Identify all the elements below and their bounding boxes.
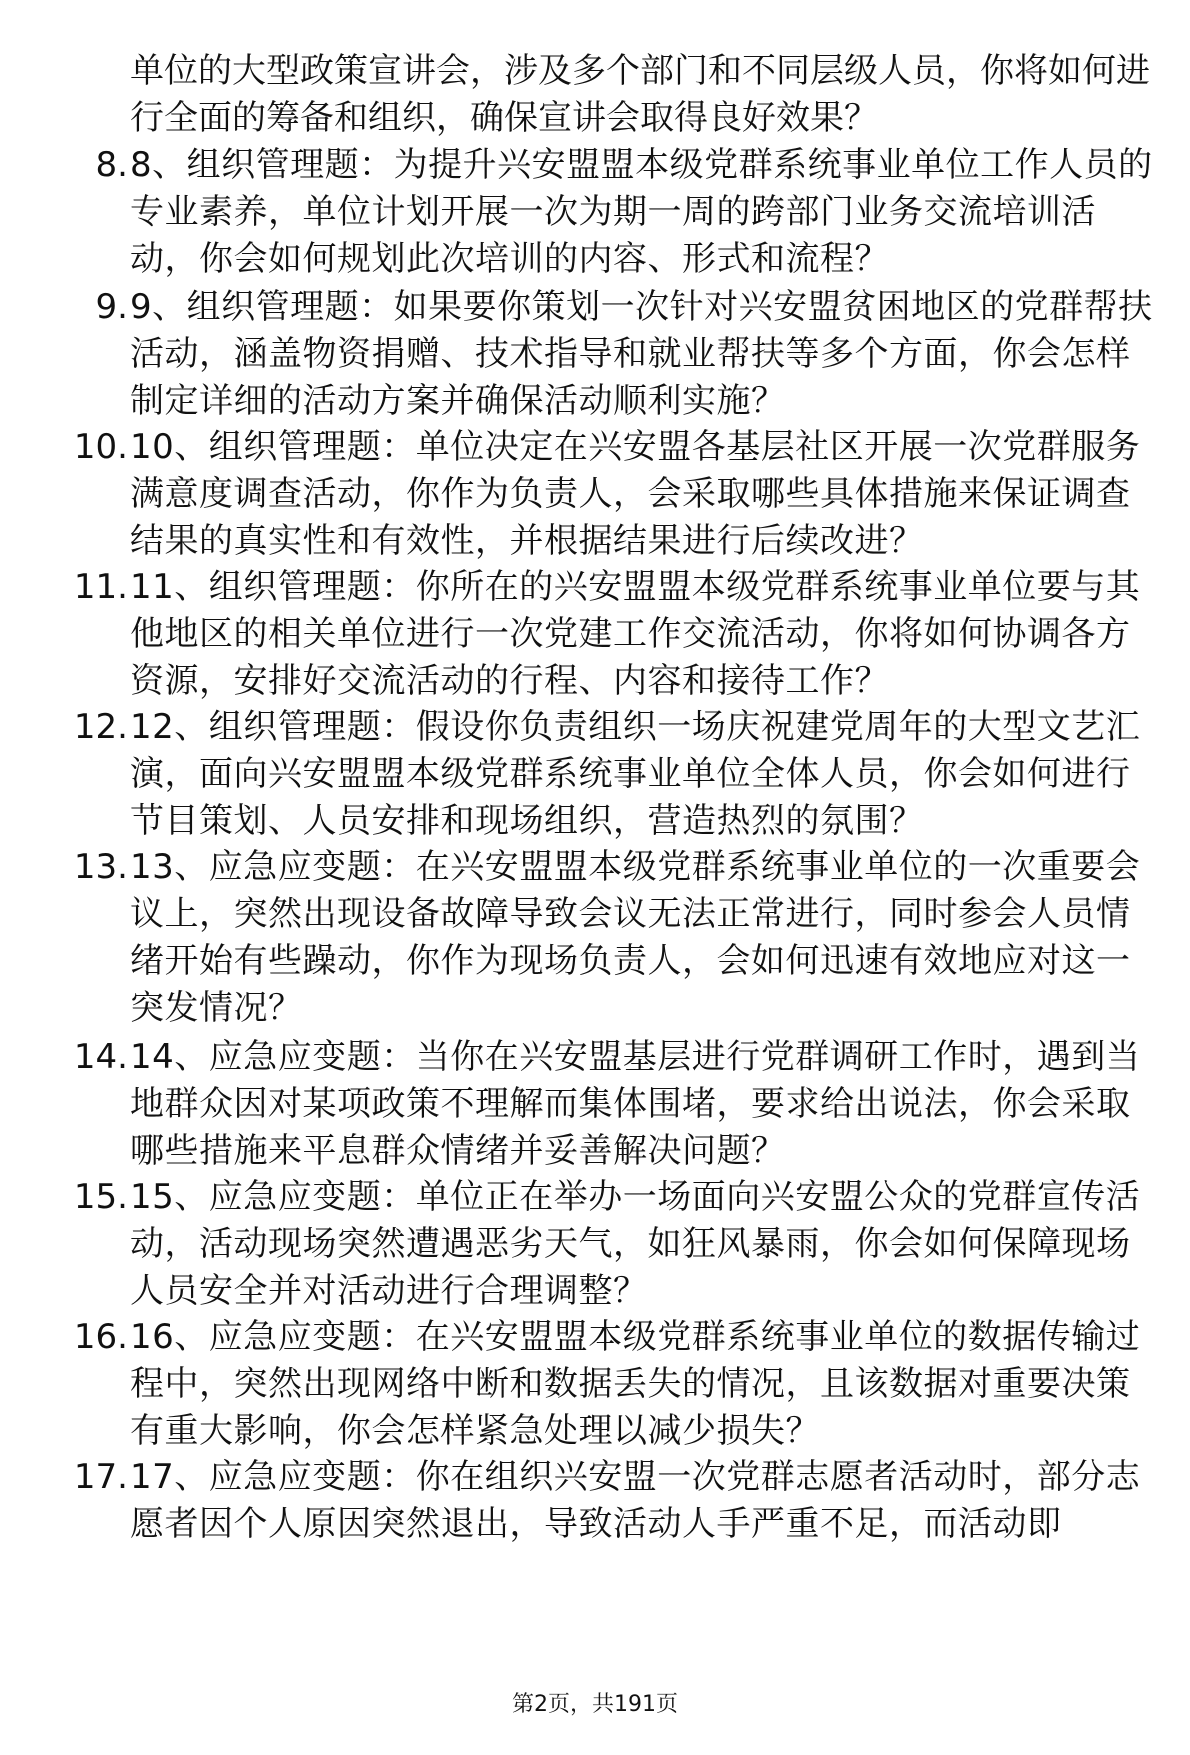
- question-text: 13、应急应变题：在兴安盟盟本级党群系统事业单位的一次重要会议上，突然出现设备故障导致会议无法正常进行，同时参会人员情绪开始有些躁动，你作为现场负责人，会如何迅速有效地应对这一突发情况？: [130, 847, 1141, 1028]
- list-number: 15.: [73, 1177, 128, 1217]
- question-text: 9、组织管理题：如果要你策划一次针对兴安盟贫困地区的党群帮扶活动，涵盖物资捐赠、技术指导和就业帮扶等多个方面，你会怎样制定详细的活动方案并确保活动顺利实施？: [130, 287, 1153, 421]
- list-number: 10.: [73, 427, 128, 467]
- list-number: 13.: [73, 847, 128, 887]
- list-number: 12.: [73, 707, 128, 747]
- question-text: 10、组织管理题：单位决定在兴安盟各基层社区开展一次党群服务满意度调查活动，你作为负责人，会采取哪些具体措施来保证调查结果的真实性和有效性，并根据结果进行后续改进？: [130, 427, 1141, 561]
- question-text: 17、应急应变题：你在组织兴安盟一次党群志愿者活动时，部分志愿者因个人原因突然退出，导致活动人手严重不足，而活动即: [130, 1457, 1141, 1544]
- question-text: 12、组织管理题：假设你负责组织一场庆祝建党周年的大型文艺汇演，面向兴安盟盟本级党群系统事业单位全体人员，你会如何进行节目策划、人员安排和现场组织，营造热烈的氛围？: [130, 707, 1141, 841]
- list-number: 8.: [95, 145, 128, 185]
- question-text: 14、应急应变题：当你在兴安盟基层进行党群调研工作时，遇到当地群众因对某项政策不理解而集体围堵，要求给出说法，你会采取哪些措施来平息群众情绪并妥善解决问题？: [130, 1037, 1141, 1171]
- list-number: 14.: [73, 1037, 128, 1077]
- list-number: 16.: [73, 1317, 128, 1357]
- question-text: 11、组织管理题：你所在的兴安盟盟本级党群系统事业单位要与其他地区的相关单位进行一次党建工作交流活动，你将如何协调各方资源，安排好交流活动的行程、内容和接待工作？: [130, 567, 1141, 701]
- question-text: 8、组织管理题：为提升兴安盟盟本级党群系统事业单位工作人员的专业素养，单位计划开展一次为期一周的跨部门业务交流培训活动，你会如何规划此次培训的内容、形式和流程？: [130, 145, 1153, 279]
- question-text: 15、应急应变题：单位正在举办一场面向兴安盟公众的党群宣传活动，活动现场突然遭遇恶劣天气，如狂风暴雨，你会如何保障现场人员安全并对活动进行合理调整？: [130, 1177, 1141, 1311]
- list-number: 17.: [73, 1457, 128, 1497]
- page-footer: 第2页，共191页: [512, 1692, 678, 1717]
- question-text: 16、应急应变题：在兴安盟盟本级党群系统事业单位的数据传输过程中，突然出现网络中断和数据丢失的情况，且该数据对重要决策有重大影响，你会怎样紧急处理以减少损失？: [130, 1317, 1141, 1451]
- list-number: 11.: [73, 567, 128, 607]
- list-number: 9.: [95, 287, 128, 327]
- intro-paragraph: 单位的大型政策宣讲会，涉及多个部门和不同层级人员，你将如何进行全面的筹备和组织，确保宣讲会取得良好效果？: [130, 51, 1150, 138]
